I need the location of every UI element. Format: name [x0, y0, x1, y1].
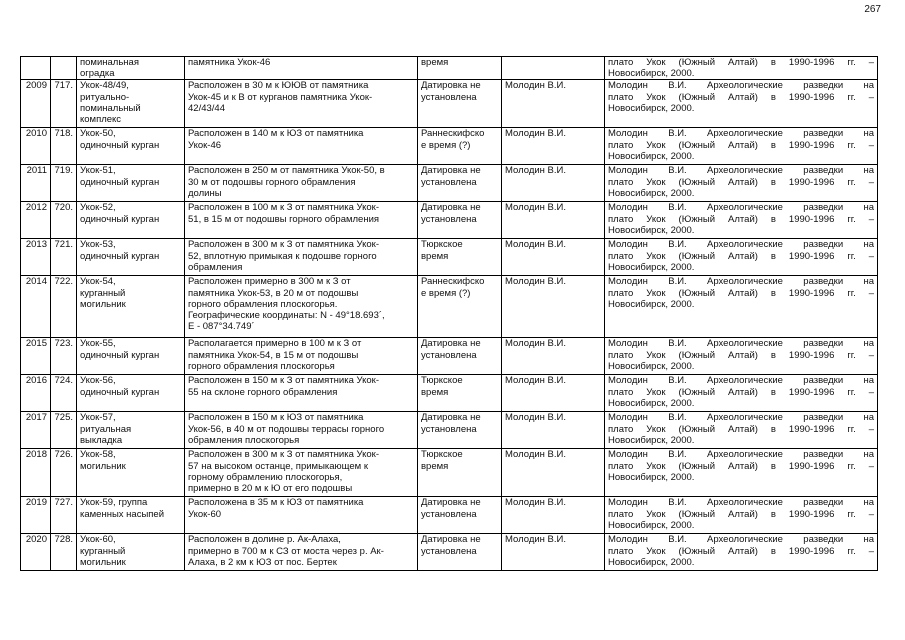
- cell-dating: [418, 202, 502, 239]
- cell-author: Молодин В.И.: [502, 497, 605, 534]
- source-line: Новосибирск, 2000.: [608, 187, 695, 199]
- dating-line: установлена: [421, 545, 477, 557]
- page-number: 267: [864, 4, 881, 15]
- monument-name-line: поминальная: [80, 57, 139, 68]
- cell-total-number: 2011: [21, 165, 51, 202]
- cell-section-number: 718.: [51, 128, 77, 165]
- location-line: Е - 087°34.749´: [188, 321, 255, 333]
- cell-monument-name: [77, 57, 185, 80]
- cell-source: [605, 534, 878, 571]
- source-line: Новосибирск, 2000.: [608, 150, 695, 162]
- source-line: плато Укок (Южный Алтай) в 1990-1996 гг. –: [608, 545, 874, 557]
- cell-source: [605, 202, 878, 239]
- dating-line: установлена: [421, 213, 477, 225]
- cell-author: Молодин В.И.: [502, 165, 605, 202]
- monument-name-line: могильник: [80, 460, 126, 472]
- cell-monument-name: [77, 338, 185, 375]
- source-line: Новосибирск, 2000.: [608, 261, 695, 273]
- source-line: Молодин В.И. Археологические разведки на: [608, 497, 874, 509]
- cell-location: [185, 276, 418, 338]
- monument-name-line: одиночный курган: [80, 250, 160, 262]
- cell-total-number: 2015: [21, 338, 51, 375]
- monument-name-line: Укок-57,: [80, 412, 116, 424]
- monument-name-line: поминальный: [80, 102, 141, 114]
- location-line: памятника Укок-46: [188, 57, 271, 68]
- cell-location: [185, 128, 418, 165]
- location-line: Укок-45 и к В от курганов памятника Укок-: [188, 91, 373, 103]
- monument-name-line: одиночный курган: [80, 349, 160, 361]
- cell-dating: [418, 165, 502, 202]
- source-line: Молодин В.И. Археологические разведки на: [608, 534, 874, 546]
- monument-name-line: каменных насыпей: [80, 508, 165, 520]
- monument-name-line: комплекс: [80, 114, 122, 126]
- cell-source: [605, 165, 878, 202]
- cell-source: [605, 80, 878, 128]
- location-line: 42/43/44: [188, 102, 225, 114]
- location-line: Расположен в 150 м к З от памятника Укок-: [188, 375, 379, 387]
- source-line: Новосибирск, 2000.: [608, 298, 695, 310]
- source-line: Молодин В.И. Археологические разведки на: [608, 375, 874, 387]
- cell-location: [185, 412, 418, 449]
- table-row: [21, 57, 878, 80]
- table-row: [21, 412, 878, 449]
- cell-author: Молодин В.И.: [502, 202, 605, 239]
- source-line: Новосибирск, 2000.: [608, 102, 695, 114]
- cell-total-number: 2017: [21, 412, 51, 449]
- cell-monument-name: [77, 534, 185, 571]
- cell-author: Молодин В.И.: [502, 375, 605, 412]
- monument-name-line: Укок-56,: [80, 375, 116, 387]
- source-line: Молодин В.И. Археологические разведки на: [608, 128, 874, 140]
- source-line: плато Укок (Южный Алтай) в 1990-1996 гг. –: [608, 91, 874, 103]
- cell-monument-name: [77, 412, 185, 449]
- source-line: Новосибирск, 2000.: [608, 434, 695, 446]
- source-line: плато Укок (Южный Алтай) в 1990-1996 гг. –: [608, 176, 874, 188]
- cell-source: [605, 497, 878, 534]
- monument-name-line: одиночный курган: [80, 176, 160, 188]
- cell-source: [605, 449, 878, 497]
- location-line: Расположен в 30 м к ЮЮВ от памятника: [188, 80, 369, 92]
- cell-source: [605, 239, 878, 276]
- location-line: Расположена в 35 м к ЮЗ от памятника: [188, 497, 364, 509]
- dating-line: время: [421, 460, 449, 472]
- cell-section-number: 725.: [51, 412, 77, 449]
- location-line: Алаха, в 2 км к ЮЗ от пос. Бертек: [188, 556, 337, 568]
- dating-line: Тюркское: [421, 239, 463, 251]
- dating-line: Датировка не: [421, 534, 481, 546]
- cell-section-number: 722.: [51, 276, 77, 338]
- dating-line: Датировка не: [421, 80, 481, 92]
- cell-monument-name: [77, 165, 185, 202]
- cell-total-number: 2014: [21, 276, 51, 338]
- location-line: Укок-60: [188, 508, 222, 520]
- source-line: плато Укок (Южный Алтай) в 1990-1996 гг. –: [608, 386, 874, 398]
- cell-author: Молодин В.И.: [502, 534, 605, 571]
- location-line: Укок-56, в 40 м от подошвы террасы горного: [188, 423, 385, 435]
- source-line: Молодин В.И. Археологические разведки на: [608, 449, 874, 461]
- cell-dating: [418, 449, 502, 497]
- dating-line: Раннескифско: [421, 128, 485, 140]
- monument-name-line: одиночный курган: [80, 139, 160, 151]
- cell-monument-name: [77, 202, 185, 239]
- source-line: плато Укок (Южный Алтай) в 1990-1996 гг. –: [608, 460, 874, 472]
- cell-dating: [418, 412, 502, 449]
- source-line: Новосибирск, 2000.: [608, 68, 695, 80]
- dating-line: установлена: [421, 508, 477, 520]
- cell-location: [185, 375, 418, 412]
- location-line: памятника Укок-54, в 15 м от подошвы: [188, 349, 359, 361]
- dating-line: Датировка не: [421, 165, 481, 177]
- cell-section-number: 726.: [51, 449, 77, 497]
- source-line: Новосибирск, 2000.: [608, 556, 695, 568]
- source-line: Молодин В.И. Археологические разведки на: [608, 202, 874, 214]
- source-line: плато Укок (Южный Алтай) в 1990-1996 гг. –: [608, 508, 874, 520]
- cell-dating: [418, 338, 502, 375]
- location-line: Расположен в 250 м от памятника Укок-50, в: [188, 165, 385, 177]
- cell-monument-name: [77, 128, 185, 165]
- cell-total-number: 2013: [21, 239, 51, 276]
- location-line: 30 м от подошвы горного обрамления: [188, 176, 356, 188]
- cell-monument-name: [77, 239, 185, 276]
- dating-line: установлена: [421, 91, 477, 103]
- cell-location: [185, 497, 418, 534]
- cell-monument-name: [77, 449, 185, 497]
- cell-dating: [418, 80, 502, 128]
- source-line: плато Укок (Южный Алтай) в 1990-1996 гг. –: [608, 57, 874, 68]
- source-line: Новосибирск, 2000.: [608, 471, 695, 483]
- cell-author: Молодин В.И.: [502, 338, 605, 375]
- dating-line: установлена: [421, 423, 477, 435]
- monument-name-line: ритуальная: [80, 423, 132, 435]
- table-row: [21, 165, 878, 202]
- location-line: горному обрамлению плоскогорья,: [188, 471, 343, 483]
- location-line: обрамления: [188, 261, 243, 273]
- cell-section-number: 717.: [51, 80, 77, 128]
- cell-location: [185, 338, 418, 375]
- cell-monument-name: [77, 80, 185, 128]
- cell-author: Молодин В.И.: [502, 276, 605, 338]
- dating-line: е время (?): [421, 139, 471, 151]
- location-line: Располагается примерно в 100 м к З от: [188, 338, 362, 350]
- location-line: 51, в 15 м от подошвы горного обрамления: [188, 213, 380, 225]
- cell-total-number: 2009: [21, 80, 51, 128]
- dating-line: Датировка не: [421, 412, 481, 424]
- monument-name-line: Укок-53,: [80, 239, 116, 251]
- cell-total-number: 2010: [21, 128, 51, 165]
- dating-line: Тюркское: [421, 449, 463, 461]
- source-line: Молодин В.И. Археологические разведки на: [608, 165, 874, 177]
- location-line: примерно в 700 м к СЗ от моста через р. Ак-: [188, 545, 384, 557]
- source-line: плато Укок (Южный Алтай) в 1990-1996 гг. –: [608, 423, 874, 435]
- source-line: Молодин В.И. Археологические разведки на: [608, 239, 874, 251]
- dating-line: Датировка не: [421, 338, 481, 350]
- source-line: плато Укок (Южный Алтай) в 1990-1996 гг. –: [608, 139, 874, 151]
- location-line: горного обрамления плоскогорья.: [188, 298, 338, 310]
- cell-location: [185, 239, 418, 276]
- source-line: плато Укок (Южный Алтай) в 1990-1996 гг. –: [608, 250, 874, 262]
- location-line: Расположен в долине р. Ак-Алаха,: [188, 534, 341, 546]
- cell-source: [605, 57, 878, 80]
- monument-name-line: Укок-60,: [80, 534, 116, 546]
- source-line: Новосибирск, 2000.: [608, 360, 695, 372]
- monument-name-line: Укок-51,: [80, 165, 116, 177]
- table-row: [21, 375, 878, 412]
- monument-name-line: Укок-50,: [80, 128, 116, 140]
- cell-total-number: [21, 57, 51, 80]
- cell-author: Молодин В.И.: [502, 412, 605, 449]
- cell-dating: [418, 497, 502, 534]
- cell-author: Молодин В.И.: [502, 80, 605, 128]
- source-line: Молодин В.И. Археологические разведки на: [608, 276, 874, 288]
- location-line: Расположен примерно в 300 м к З от: [188, 276, 351, 288]
- table-row: [21, 449, 878, 497]
- cell-source: [605, 128, 878, 165]
- cell-author: Молодин В.И.: [502, 239, 605, 276]
- monument-name-line: могильник: [80, 556, 126, 568]
- table-row: [21, 128, 878, 165]
- table-row: [21, 202, 878, 239]
- location-line: 52, вплотную примыкая к подошве горного: [188, 250, 377, 262]
- cell-location: [185, 165, 418, 202]
- source-line: Новосибирск, 2000.: [608, 224, 695, 236]
- source-line: Молодин В.И. Археологические разведки на: [608, 412, 874, 424]
- monument-name-line: Укок-52,: [80, 202, 116, 214]
- cell-monument-name: [77, 497, 185, 534]
- location-line: обрамления плоскогорья: [188, 434, 300, 446]
- cell-section-number: 727.: [51, 497, 77, 534]
- cell-location: [185, 80, 418, 128]
- cell-section-number: 723.: [51, 338, 77, 375]
- monument-name-line: курганный: [80, 545, 126, 557]
- cell-total-number: 2020: [21, 534, 51, 571]
- dating-line: Раннескифско: [421, 276, 485, 288]
- cell-dating: [418, 239, 502, 276]
- location-line: Укок-46: [188, 139, 222, 151]
- monument-name-line: Укок-54,: [80, 276, 116, 288]
- monument-name-line: одиночный курган: [80, 386, 160, 398]
- source-line: Молодин В.И. Археологические разведки на: [608, 80, 874, 92]
- cell-dating: [418, 128, 502, 165]
- cell-section-number: 719.: [51, 165, 77, 202]
- location-line: примерно в 20 м к Ю от его подошвы: [188, 483, 353, 495]
- cell-author: [502, 57, 605, 80]
- cell-section-number: [51, 57, 77, 80]
- dating-line: Датировка не: [421, 202, 481, 214]
- dating-line: время: [421, 57, 449, 68]
- location-line: горного обрамления плоскогорья: [188, 360, 335, 372]
- location-line: долины: [188, 187, 222, 199]
- table-row: [21, 276, 878, 338]
- location-line: Расположен в 140 м к ЮЗ от памятника: [188, 128, 364, 140]
- cell-source: [605, 412, 878, 449]
- cell-author: Молодин В.И.: [502, 449, 605, 497]
- table-row: [21, 239, 878, 276]
- cell-total-number: 2019: [21, 497, 51, 534]
- registry-body: [21, 57, 878, 571]
- dating-line: Тюркское: [421, 375, 463, 387]
- location-line: Расположен в 300 м к З от памятника Укок-: [188, 449, 379, 461]
- cell-monument-name: [77, 276, 185, 338]
- monument-name-line: Укок-55,: [80, 338, 116, 350]
- location-line: памятника Укок-53, в 20 м от подошвы: [188, 287, 359, 299]
- cell-dating: [418, 375, 502, 412]
- monument-name-line: Укок-58,: [80, 449, 116, 461]
- cell-section-number: 724.: [51, 375, 77, 412]
- cell-location: [185, 202, 418, 239]
- source-line: Новосибирск, 2000.: [608, 519, 695, 531]
- monument-name-line: Укок-48/49,: [80, 80, 129, 92]
- dating-line: время: [421, 386, 449, 398]
- dating-line: установлена: [421, 349, 477, 361]
- dating-line: время: [421, 250, 449, 262]
- monument-name-line: Укок-59, группа: [80, 497, 148, 509]
- monument-name-line: курганный: [80, 287, 126, 299]
- cell-source: [605, 338, 878, 375]
- source-line: Новосибирск, 2000.: [608, 397, 695, 409]
- cell-source: [605, 375, 878, 412]
- cell-total-number: 2018: [21, 449, 51, 497]
- dating-line: установлена: [421, 176, 477, 188]
- cell-dating: [418, 534, 502, 571]
- monument-name-line: выкладка: [80, 434, 123, 446]
- location-line: Расположен в 100 м к З от памятника Укок-: [188, 202, 379, 214]
- cell-dating: [418, 276, 502, 338]
- cell-total-number: 2012: [21, 202, 51, 239]
- cell-section-number: 720.: [51, 202, 77, 239]
- cell-section-number: 728.: [51, 534, 77, 571]
- cell-dating: [418, 57, 502, 80]
- source-line: плато Укок (Южный Алтай) в 1990-1996 гг. –: [608, 349, 874, 361]
- location-line: 57 на высоком останце, примыкающем к: [188, 460, 368, 472]
- monument-name-line: оградка: [80, 68, 115, 80]
- cell-source: [605, 276, 878, 338]
- cell-section-number: 721.: [51, 239, 77, 276]
- cell-location: [185, 534, 418, 571]
- source-line: Молодин В.И. Археологические разведки на: [608, 338, 874, 350]
- source-line: плато Укок (Южный Алтай) в 1990-1996 гг. –: [608, 287, 874, 299]
- monument-name-line: ритуально-: [80, 91, 130, 103]
- dating-line: Датировка не: [421, 497, 481, 509]
- location-line: Географические координаты: N - 49°18.693´,: [188, 310, 385, 322]
- location-line: 55 на склоне горного обрамления: [188, 386, 338, 398]
- monument-registry-table: [20, 56, 878, 571]
- table-row: [21, 338, 878, 375]
- table-row: [21, 80, 878, 128]
- monument-name-line: одиночный курган: [80, 213, 160, 225]
- cell-author: Молодин В.И.: [502, 128, 605, 165]
- cell-location: [185, 57, 418, 80]
- location-line: Расположен в 150 м к ЮЗ от памятника: [188, 412, 364, 424]
- cell-monument-name: [77, 375, 185, 412]
- monument-name-line: могильник: [80, 298, 126, 310]
- dating-line: е время (?): [421, 287, 471, 299]
- cell-total-number: 2016: [21, 375, 51, 412]
- cell-location: [185, 449, 418, 497]
- source-line: плато Укок (Южный Алтай) в 1990-1996 гг. –: [608, 213, 874, 225]
- location-line: Расположен в 300 м к З от памятника Укок-: [188, 239, 379, 251]
- table-row: [21, 497, 878, 534]
- table-row: [21, 534, 878, 571]
